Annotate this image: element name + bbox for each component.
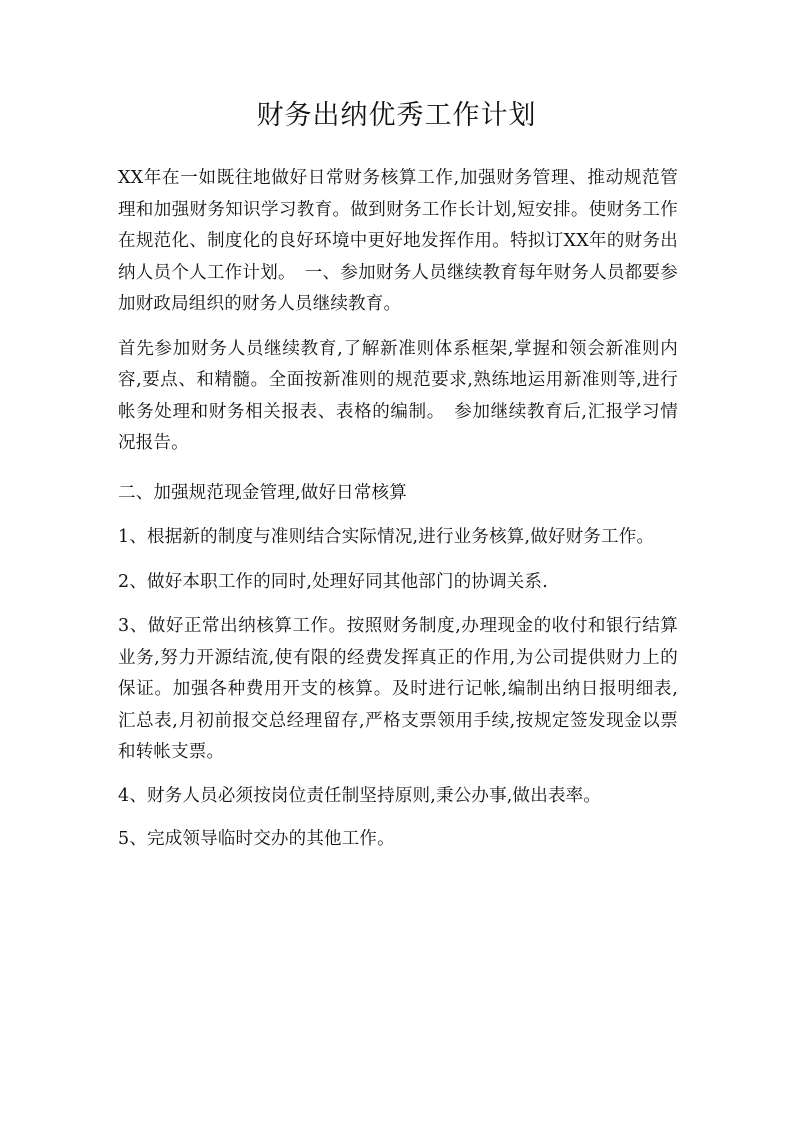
- list-item-1: 1、根据新的制度与准则结合实际情况,进行业务核算,做好财务工作。: [118, 527, 655, 547]
- paragraph-continuing-education: 首先参加财务人员继续教育,了解新准则体系框架,掌握和领会新准则内容,要点、和精髓。全面按新准则的规范要求,熟练地运用新准则等,进行帐务处理和财务相关报表、表格的编制。 参加继续教育后,汇报学习情况报告。: [118, 338, 678, 453]
- document-body: [118, 163, 678, 856]
- document-title: 财务出纳优秀工作计划: [256, 100, 537, 131]
- list-item-3: 3、做好正常出纳核算工作。按照财务制度,办理现金的收付和银行结算业务,努力开源结流,使有限的经费发挥真正的作用,为公司提供财力上的保证。加强各种费用开支的核算。及时进行记帐,编制出纳日报明细表,汇总表,月初前报交总经理留存,严格支票领用手续,按规定签发现金以票和转帐支票。: [118, 616, 678, 762]
- list-item-5: 5、完成领导临时交办的其他工作。: [118, 829, 395, 849]
- paragraph-intro: XX年在一如既往地做好日常财务核算工作,加强财务管理、推动规范管理和加强财务知识学习教育。做到财务工作长计划,短安排。使财务工作在规范化、制度化的良好环境中更好地发挥作用。特拟订XX年的财务出纳人员个人工作计划。 一、参加财务人员继续教育每年财务人员都要参加财政局组织的财务人员继续教育。: [118, 168, 678, 314]
- list-item-2: 2、做好本职工作的同时,处理好同其他部门的协调关系.: [118, 571, 548, 592]
- section-heading-cash-management: 二、加强规范现金管理,做好日常核算: [118, 482, 407, 503]
- list-item-4: 4、财务人员必须按岗位责任制坚持原则,秉公办事,做出表率。: [118, 785, 602, 806]
